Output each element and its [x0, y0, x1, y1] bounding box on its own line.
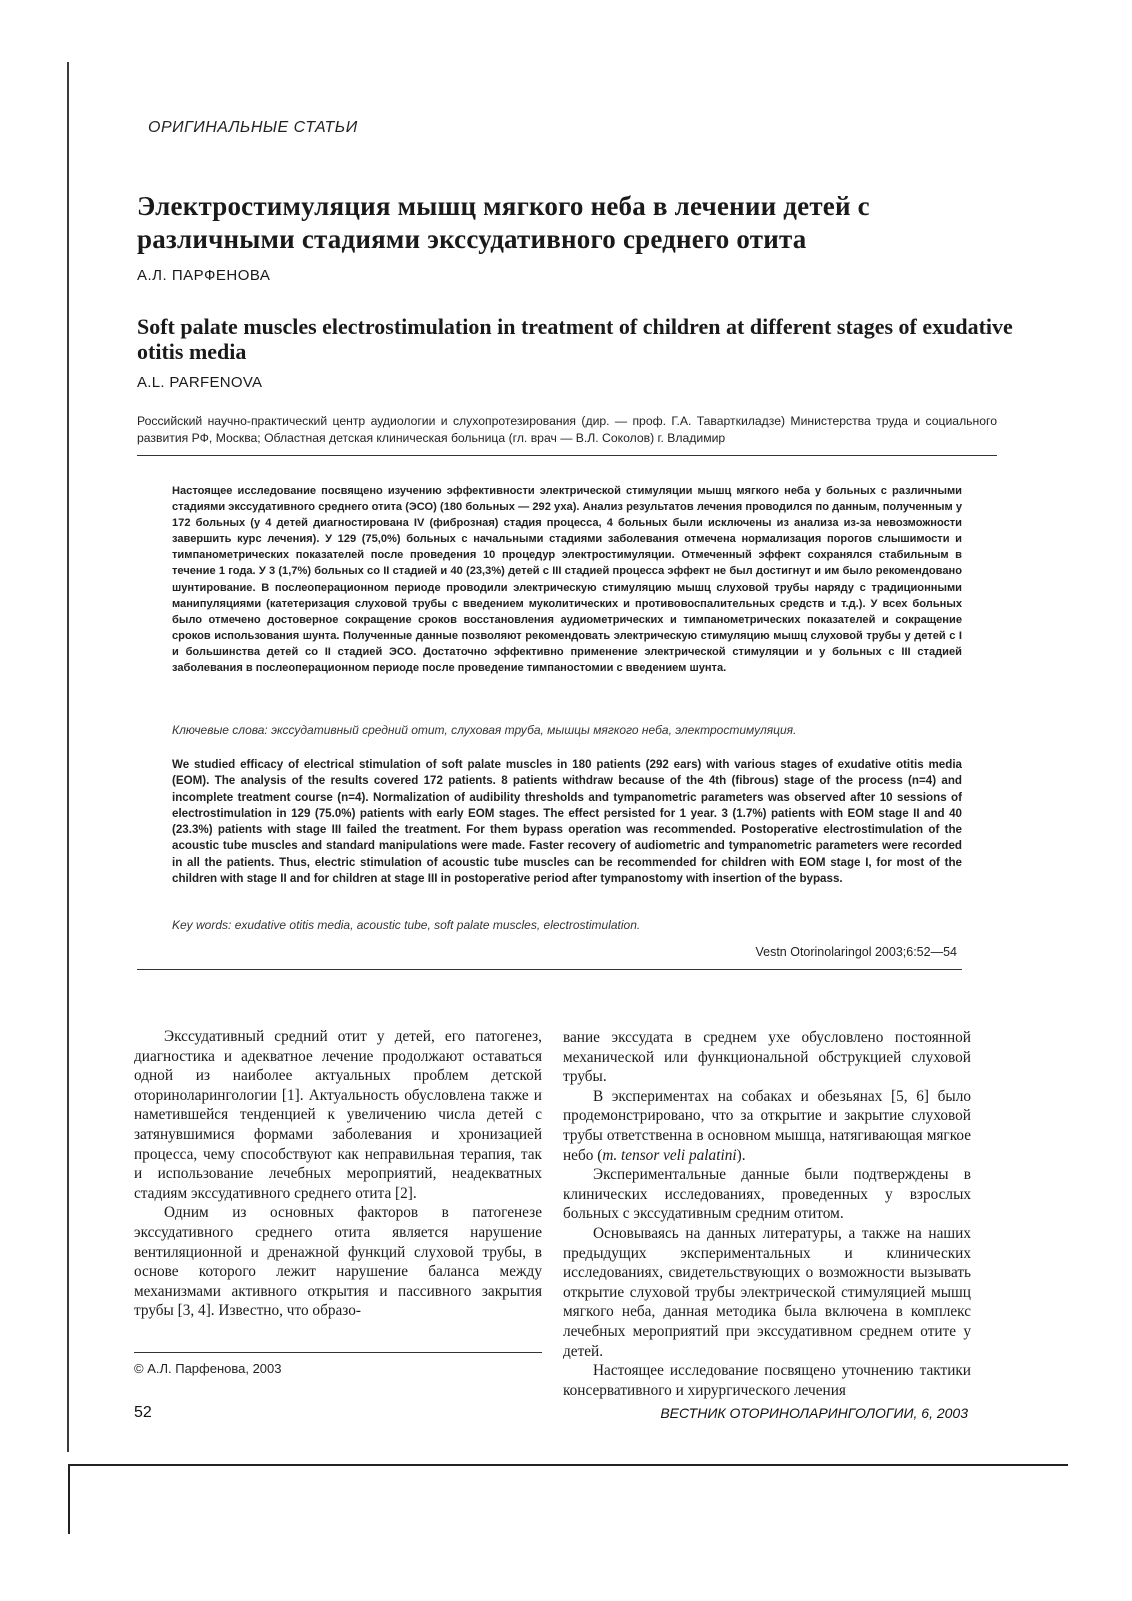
abstract-en: We studied efficacy of electrical stimulation of soft palate muscles in 180 patients (292 ears) with various stages of exudative otitis media (EOM). The analysis of the results covered 172 patients. 8 patients withdraw because of the 4th (fibrous) stage of the process (n=4) and incomplete treatment course (n=4). Normalization of audibility thresholds and tympanometric parameters was observed after 10 sessions of electrostimulation in 129 (75.0%) patients with early EOM stages. The effect persisted for 1 year. 3 (1.7%) patients with EOM stage II and 40 (23.3%) patients with stage III failed the treatment. For them bypass operation was recommended. Postoperative electrostimulation of the acoustic tube muscles and standard manipulations were made. Faster recovery of audiometric and tympanometric parameters were recorded in all the patients. Thus, electric stimulation of acoustic tube muscles can be recommended for children with EOM stage I, for most of the children with stage II and for children at stage III in postoperative period after tympanostomy with insertion of the bypass.: [172, 758, 962, 886]
author-en: A.L. PARFENOVA: [137, 374, 263, 391]
citation: Vestn Otorinolaringol 2003;6:52—54: [755, 945, 957, 959]
abstract-ru: Настоящее исследование посвящено изучению эффективности электрической стимуляции мышц мягкого неба у больных с различными стадиями экссудативного среднего отита (ЭСО) (180 больных — 292 уха). Анализ результатов лечения проводился по данным, полученным у 172 больных (у 4 детей диагностирована IV (фиброзная) стадия процесса, 4 больных были исключены из анализа из-за невозможности завершить курс лечения). У 129 (75,0%) больных с начальными стадиями заболевания отмечена нормализация порогов слышимости и тимпанометрических показателей после проведения 10 процедур электростимуляции. Отмеченный эффект сохранялся стабильным в течение 1 года. У 3 (1,7%) больных со II стадией и 40 (23,3%) детей с III стадией процесса эффект не был достигнут и им было рекомендовано шунтирование. В послеоперационном периоде проводили электрическую стимуляцию мышц слуховой трубы наряду с традиционными манипуляциями (катетеризация слуховой трубы с введением муколитических и противовоспалительных средств и т.д.). У всех больных было отмечено достоверное сокращение сроков восстановления аудиометрических и тимпанометрических показателей и сокращение сроков использования шунта. Полученные данные позволяют рекомендовать электрическую стимуляцию мышц слуховой трубы у детей с I и большинства детей со II стадией ЭСО. Достаточно эффективно применение электрической стимуляции и у больных с III стадией заболевания в послеоперационном периоде после проведение тимпаностомии с введением шунта.: [172, 485, 962, 675]
article-title-ru: Электростимуляция мышц мягкого неба в лечении детей с различными стадиями экссудативного среднего отита: [137, 191, 870, 254]
body-paragraph: Экссудативный средний отит у детей, его патогенез, диагностика и адекватное лечение продолжают оставаться одной из наиболее актуальных проблем детской оториноларингологии [1]. Актуальность обусловлена также и наметившейся тенденцией к увеличению числа детей с затянувшимися формами заболевания и хронизацией процесса, чему способствуют как неправильная терапия, так и использование лечебных мероприятий, неадекватных стадиям экссудативного среднего отита [2].: [134, 1028, 542, 1202]
body-column-left: [134, 1027, 542, 1321]
scan-edge-bottom: [68, 1464, 1068, 1466]
body-paragraph: Экспериментальные данные были подтверждены в клинических исследованиях, проведенных у взрослых больных с экссудативным средним отитом.: [563, 1166, 971, 1223]
latin-term: m. tensor veli palatini: [602, 1146, 737, 1164]
body-paragraph: вание экссудата в среднем ухе обусловлено постоянной механической или функциональной обструкцией слуховой трубы.: [563, 1029, 971, 1086]
body-column-right: [563, 1028, 971, 1400]
body-paragraph: Основываясь на данных литературы, а также на наших предыдущих экспериментальных и клинических исследованиях, свидетельствующих о возможности вызывать открытие слуховой трубы электрической стимуляцией мышц мягкого неба, данная методика была включена в комплекс лечебных мероприятий при экссудативном среднем отите у детей.: [563, 1224, 971, 1360]
keywords-en: Key words: exudative otitis media, acoustic tube, soft palate muscles, electrostimulation.: [172, 918, 641, 932]
divider-top: [137, 455, 997, 456]
footnote-divider: [134, 1352, 542, 1353]
article-title-en: Soft palate muscles electrostimulation in treatment of children at different stages of exudative otitis media: [137, 314, 1013, 364]
scan-edge-left: [67, 62, 69, 1452]
copyright-note: © А.Л. Парфенова, 2003: [134, 1361, 282, 1376]
section-label: ОРИГИНАЛЬНЫЕ СТАТЬИ: [148, 119, 358, 136]
keywords-ru: Ключевые слова: экссудативный средний отит, слуховая труба, мышцы мягкого неба, электростимуляция.: [172, 723, 797, 737]
body-text: В экспериментах на собаках и обезьянах [5, 6] было продемонстрировано, что за открытие и закрытие слуховой трубы ответственна в основном мышца, натягивающая мягкое небо (: [563, 1087, 971, 1164]
body-paragraph: [563, 1087, 971, 1165]
body-paragraph: Одним из основных факторов в патогенезе экссудативного среднего отита является нарушение вентиляционной и дренажной функций слуховой трубы, в основе которого лежит нарушение баланса между механизмами активного открытия и пассивного закрытия трубы [3, 4]. Известно, что образо-: [134, 1204, 542, 1320]
body-paragraph: Настоящее исследование посвящено уточнению тактики консервативного и хирургического лечения: [563, 1362, 971, 1399]
page-number: 52: [134, 1404, 152, 1421]
divider-bottom: [137, 969, 962, 970]
scan-edge-corner: [68, 1464, 70, 1534]
body-text: ).: [736, 1146, 746, 1164]
author-ru: А.Л. ПАРФЕНОВА: [137, 267, 271, 284]
journal-footer: ВЕСТНИК ОТОРИНОЛАРИНГОЛОГИИ, 6, 2003: [660, 1405, 968, 1421]
affiliation: Российский научно-практический центр аудиологии и слухопротезирования (дир. — проф. Г.А. Таварткиладзе) Министерства труда и социального развития РФ, Москва; Областная детская клиническая больница (гл. врач — В.Л. Соколов) г. Владимир: [137, 414, 997, 445]
